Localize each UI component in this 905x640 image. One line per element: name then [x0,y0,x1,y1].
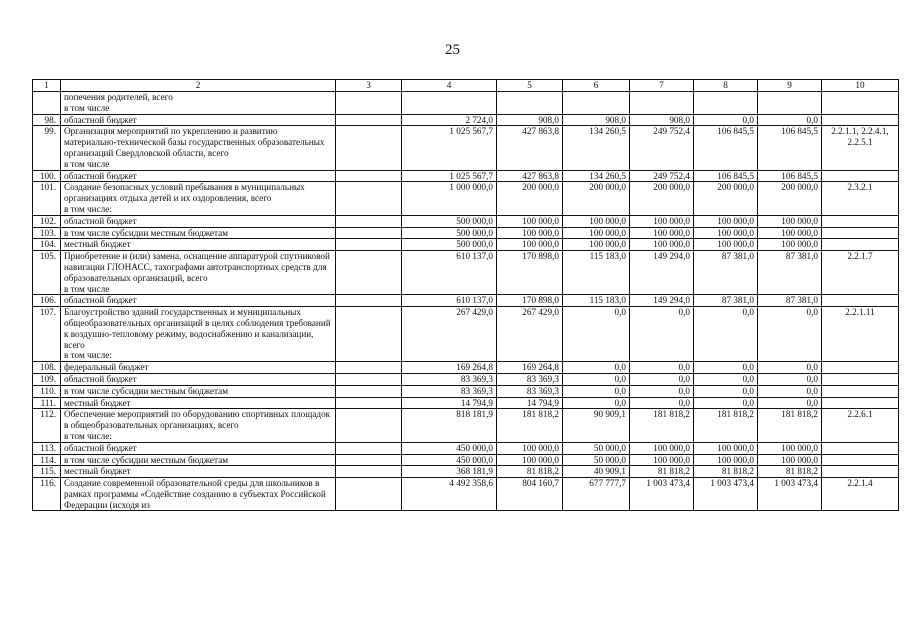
table-body [33,80,899,511]
col8-cell: 1 003 473,4 [694,478,758,511]
col6-cell: 100 000,0 [563,215,630,227]
col5-cell: 908,0 [497,114,563,126]
row-name-cell: Создание безопасных условий пребывания в муниципальных организациях отдыха детей и их оздоровления, всего в том числе: [61,182,336,215]
col9-cell: 87 381,0 [758,251,822,295]
col5-cell: 170 898,0 [497,251,563,295]
row-number-cell: 113. [33,442,61,454]
target-cell [822,295,899,307]
row-name-cell: Создание современной образовательной среды для школьников в рамках программы «Содействие созданию в субъектах Российской Федерации (исходя из [61,478,336,511]
col5-cell: 100 000,0 [497,442,563,454]
table-row [33,466,899,478]
row-name-cell: в том числе субсидии местным бюджетам [61,454,336,466]
table-row [33,251,899,295]
row-name-cell: областной бюджет [61,170,336,182]
target-cell: 2.2.1.11 [822,307,899,362]
header-cell: 9 [758,80,822,92]
col5-cell: 14 794,9 [497,397,563,409]
row-name-cell: местный бюджет [61,239,336,251]
col7-cell: 100 000,0 [630,442,694,454]
col7-cell: 100 000,0 [630,239,694,251]
col5-cell: 169 264,8 [497,362,563,374]
col5-cell: 83 369,3 [497,385,563,397]
row-name-cell: областной бюджет [61,114,336,126]
row-number-cell: 98. [33,114,61,126]
col7-cell: 1 003 473,4 [630,478,694,511]
col8-cell: 0,0 [694,385,758,397]
col6-cell: 0,0 [563,362,630,374]
col4-cell: 610 137,0 [402,295,497,307]
col5-cell: 427 863,8 [497,126,563,170]
col6-cell: 0,0 [563,397,630,409]
table-row [33,307,899,362]
row-number-cell: 110. [33,385,61,397]
col4-cell: 500 000,0 [402,227,497,239]
row-number-cell: 114. [33,454,61,466]
col5-cell [497,92,563,115]
col7-cell: 249 752,4 [630,126,694,170]
col9-cell: 1 003 473,4 [758,478,822,511]
col8-cell: 87 381,0 [694,295,758,307]
col9-cell: 0,0 [758,307,822,362]
col6-cell: 100 000,0 [563,239,630,251]
target-cell: 2.2.1.1, 2.2.4.1, 2.2.5.1 [822,126,899,170]
col9-cell: 200 000,0 [758,182,822,215]
table-row [33,362,899,374]
col3-cell [336,114,402,126]
row-name-cell: Приобретение и (или) замена, оснащение аппаратурой спутниковой навигации ГЛОНАСС, тахографами автотранспортных средств для образовательных организаций, всего в том числе [61,251,336,295]
col7-cell: 181 818,2 [630,409,694,442]
col9-cell: 106 845,5 [758,126,822,170]
table-row [33,215,899,227]
col8-cell: 0,0 [694,362,758,374]
col8-cell: 200 000,0 [694,182,758,215]
col7-cell: 249 752,4 [630,170,694,182]
col5-cell: 100 000,0 [497,239,563,251]
col6-cell: 50 000,0 [563,442,630,454]
col8-cell: 0,0 [694,307,758,362]
col3-cell [336,362,402,374]
target-cell: 2.3.2.1 [822,182,899,215]
header-cell: 2 [61,80,336,92]
col7-cell: 0,0 [630,397,694,409]
col4-cell: 818 181,9 [402,409,497,442]
col3-cell [336,409,402,442]
col9-cell: 0,0 [758,373,822,385]
col3-cell [336,478,402,511]
target-cell [822,397,899,409]
row-name-cell: попечения родителей, всего в том числе [61,92,336,115]
row-name-cell: Благоустройство зданий государственных и муниципальных общеобразовательных организаций в целях соблюдения требований к воздушно-тепловому режиму, водоснабжению и канализации, всего в том числе: [61,307,336,362]
col4-cell [402,92,497,115]
col7-cell: 0,0 [630,307,694,362]
col9-cell: 0,0 [758,385,822,397]
target-cell [822,239,899,251]
col8-cell: 0,0 [694,397,758,409]
col5-cell: 100 000,0 [497,215,563,227]
col5-cell: 200 000,0 [497,182,563,215]
col7-cell: 0,0 [630,385,694,397]
table-header-row [33,80,899,92]
col4-cell: 2 724,0 [402,114,497,126]
col7-cell: 81 818,2 [630,466,694,478]
col6-cell: 115 183,0 [563,251,630,295]
row-number-cell: 103. [33,227,61,239]
col7-cell: 0,0 [630,362,694,374]
header-cell: 3 [336,80,402,92]
col3-cell [336,92,402,115]
table-row [33,478,899,511]
col6-cell [563,92,630,115]
header-cell: 6 [563,80,630,92]
col3-cell [336,454,402,466]
col9-cell: 0,0 [758,114,822,126]
header-cell: 1 [33,80,61,92]
col4-cell: 4 492 358,6 [402,478,497,511]
col9-cell: 100 000,0 [758,454,822,466]
col5-cell: 170 898,0 [497,295,563,307]
col7-cell: 149 294,0 [630,251,694,295]
col4-cell: 169 264,8 [402,362,497,374]
col8-cell: 87 381,0 [694,251,758,295]
col3-cell [336,182,402,215]
row-number-cell: 106. [33,295,61,307]
target-cell [822,454,899,466]
col9-cell: 0,0 [758,397,822,409]
row-number-cell: 112. [33,409,61,442]
col6-cell: 90 909,1 [563,409,630,442]
col4-cell: 368 181,9 [402,466,497,478]
row-number-cell: 115. [33,466,61,478]
col5-cell: 181 818,2 [497,409,563,442]
col4-cell: 1 025 567,7 [402,126,497,170]
col6-cell: 40 909,1 [563,466,630,478]
target-cell [822,466,899,478]
col4-cell: 1 025 567,7 [402,170,497,182]
col8-cell: 100 000,0 [694,239,758,251]
table-row [33,170,899,182]
row-name-cell: в том числе субсидии местным бюджетам [61,227,336,239]
col8-cell: 100 000,0 [694,227,758,239]
target-cell: 2.2.1.7 [822,251,899,295]
col8-cell: 0,0 [694,373,758,385]
col9-cell: 181 818,2 [758,409,822,442]
col5-cell: 427 863,8 [497,170,563,182]
col3-cell [336,126,402,170]
col3-cell [336,239,402,251]
col3-cell [336,295,402,307]
col6-cell: 100 000,0 [563,227,630,239]
table-row [33,239,899,251]
row-name-cell: местный бюджет [61,466,336,478]
col6-cell: 200 000,0 [563,182,630,215]
col4-cell: 500 000,0 [402,239,497,251]
row-name-cell: в том числе субсидии местным бюджетам [61,385,336,397]
table-row [33,114,899,126]
table-row [33,385,899,397]
page-number: 25 [445,42,460,58]
col6-cell: 677 777,7 [563,478,630,511]
col7-cell: 200 000,0 [630,182,694,215]
col6-cell: 134 260,5 [563,126,630,170]
col9-cell: 100 000,0 [758,215,822,227]
table-row [33,295,899,307]
table-row [33,182,899,215]
col6-cell: 908,0 [563,114,630,126]
target-cell [822,362,899,374]
target-cell [822,114,899,126]
row-number-cell: 104. [33,239,61,251]
col3-cell [336,251,402,295]
col4-cell: 14 794,9 [402,397,497,409]
col9-cell: 87 381,0 [758,295,822,307]
row-number-cell: 105. [33,251,61,295]
col8-cell: 106 845,5 [694,170,758,182]
table-row [33,227,899,239]
budget-table [32,79,899,511]
col6-cell: 0,0 [563,373,630,385]
col3-cell [336,170,402,182]
col9-cell: 100 000,0 [758,442,822,454]
col3-cell [336,373,402,385]
col4-cell: 450 000,0 [402,454,497,466]
table-row [33,442,899,454]
target-cell: 2.2.1.4 [822,478,899,511]
table-row [33,454,899,466]
row-name-cell: федеральный бюджет [61,362,336,374]
header-cell: 5 [497,80,563,92]
col4-cell: 450 000,0 [402,442,497,454]
col4-cell: 83 369,3 [402,385,497,397]
col9-cell: 81 818,2 [758,466,822,478]
col5-cell: 267 429,0 [497,307,563,362]
col4-cell: 83 369,3 [402,373,497,385]
col3-cell [336,397,402,409]
col3-cell [336,385,402,397]
target-cell [822,92,899,115]
header-cell: 7 [630,80,694,92]
col6-cell: 134 260,5 [563,170,630,182]
col8-cell [694,92,758,115]
col4-cell: 500 000,0 [402,215,497,227]
col6-cell: 115 183,0 [563,295,630,307]
col6-cell: 0,0 [563,385,630,397]
col3-cell [336,466,402,478]
col8-cell: 100 000,0 [694,215,758,227]
col9-cell: 106 845,5 [758,170,822,182]
row-number-cell: 116. [33,478,61,511]
col7-cell: 100 000,0 [630,227,694,239]
col7-cell [630,92,694,115]
col8-cell: 81 818,2 [694,466,758,478]
row-name-cell: Организация мероприятий по укреплению и развитию материально-технической базы государственных образовательных организаций Свердловской области, всего в том числе [61,126,336,170]
col8-cell: 181 818,2 [694,409,758,442]
col9-cell [758,92,822,115]
col9-cell: 100 000,0 [758,239,822,251]
col7-cell: 100 000,0 [630,454,694,466]
row-name-cell: областной бюджет [61,373,336,385]
row-number-cell: 101. [33,182,61,215]
col9-cell: 100 000,0 [758,227,822,239]
col6-cell: 50 000,0 [563,454,630,466]
row-name-cell: областной бюджет [61,295,336,307]
col7-cell: 149 294,0 [630,295,694,307]
col5-cell: 100 000,0 [497,454,563,466]
col5-cell: 100 000,0 [497,227,563,239]
table-row [33,373,899,385]
table-row [33,397,899,409]
col7-cell: 0,0 [630,373,694,385]
target-cell [822,227,899,239]
table-row [33,126,899,170]
col3-cell [336,227,402,239]
row-number-cell: 108. [33,362,61,374]
row-name-cell: областной бюджет [61,215,336,227]
row-number-cell: 109. [33,373,61,385]
col8-cell: 106 845,5 [694,126,758,170]
row-name-cell: местный бюджет [61,397,336,409]
table-row [33,92,899,115]
col3-cell [336,215,402,227]
row-number-cell: 111. [33,397,61,409]
row-name-cell: Обеспечение мероприятий по оборудованию спортивных площадок в общеобразовательных организациях, всего в том числе: [61,409,336,442]
col8-cell: 100 000,0 [694,454,758,466]
target-cell [822,373,899,385]
col5-cell: 83 369,3 [497,373,563,385]
header-cell: 8 [694,80,758,92]
col4-cell: 267 429,0 [402,307,497,362]
table-row [33,409,899,442]
col3-cell [336,442,402,454]
col3-cell [336,307,402,362]
col7-cell: 908,0 [630,114,694,126]
col8-cell: 100 000,0 [694,442,758,454]
target-cell [822,385,899,397]
row-name-cell: областной бюджет [61,442,336,454]
col4-cell: 610 137,0 [402,251,497,295]
col5-cell: 804 160,7 [497,478,563,511]
target-cell: 2.2.6.1 [822,409,899,442]
row-number-cell [33,92,61,115]
col8-cell: 0,0 [694,114,758,126]
row-number-cell: 107. [33,307,61,362]
target-cell [822,215,899,227]
col9-cell: 0,0 [758,362,822,374]
row-number-cell: 102. [33,215,61,227]
col6-cell: 0,0 [563,307,630,362]
target-cell [822,442,899,454]
header-cell: 10 [822,80,899,92]
row-number-cell: 100. [33,170,61,182]
col5-cell: 81 818,2 [497,466,563,478]
target-cell [822,170,899,182]
col7-cell: 100 000,0 [630,215,694,227]
header-cell: 4 [402,80,497,92]
col4-cell: 1 000 000,0 [402,182,497,215]
row-number-cell: 99. [33,126,61,170]
